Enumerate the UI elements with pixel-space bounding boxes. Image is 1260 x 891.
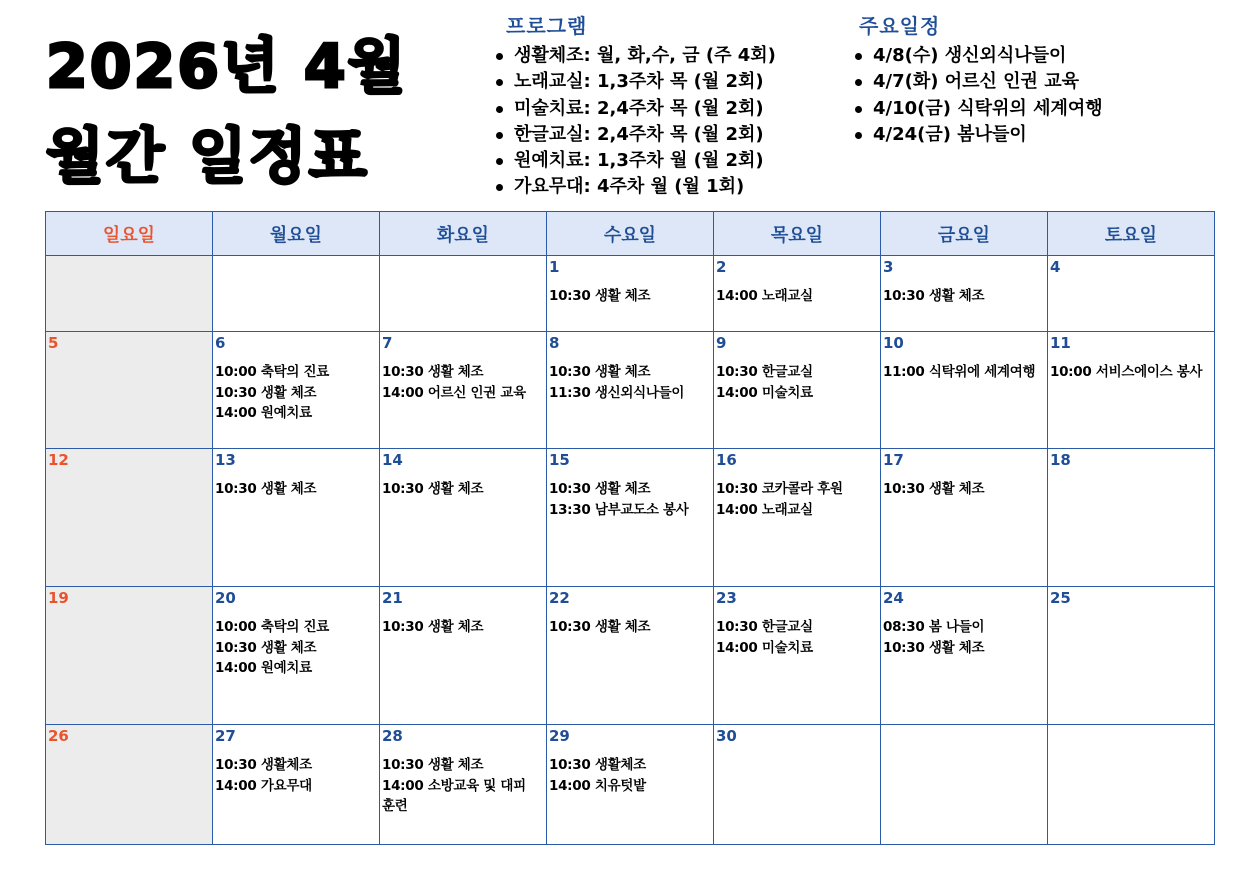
day-events: 10:00 축탁의 진료 10:30 생활 체조 14:00 원예치료 <box>215 619 329 676</box>
calendar-day-cell <box>46 449 213 587</box>
day-number <box>46 256 212 276</box>
day-events: 10:30 생활 체조 <box>549 288 651 304</box>
calendar-day-cell <box>1048 449 1215 587</box>
program-list <box>494 10 776 201</box>
day-events: 10:00 축탁의 진료 10:30 생활 체조 14:00 원예치료 <box>215 364 329 421</box>
key-schedule-item: 4/10(금) 식탁위의 세계여행 <box>853 96 1103 122</box>
day-number: 30 <box>716 727 737 745</box>
day-number: 19 <box>48 589 69 607</box>
day-events: 14:00 노래교실 <box>716 288 813 304</box>
day-number <box>1048 725 1214 745</box>
day-events: 10:30 생활 체조 <box>883 481 985 497</box>
day-number: 8 <box>549 334 560 352</box>
key-schedule-list <box>853 10 1103 148</box>
calendar-week-row <box>46 256 1215 332</box>
page-title <box>46 22 466 202</box>
calendar-day-cell <box>547 587 714 725</box>
day-events: 10:30 생활 체조 13:30 남부교도소 봉사 <box>549 481 689 518</box>
calendar-day-cell <box>380 256 547 332</box>
weekday-wednesday: 수요일 <box>547 212 714 256</box>
calendar-day-cell <box>881 332 1048 449</box>
calendar-week-row <box>46 725 1215 845</box>
calendar-day-cell <box>46 256 213 332</box>
day-number: 9 <box>716 334 727 352</box>
day-number: 27 <box>215 727 236 745</box>
day-events: 10:30 생활 체조 <box>382 481 484 497</box>
weekday-sunday: 일요일 <box>46 212 213 256</box>
calendar-week-row <box>46 587 1215 725</box>
calendar-day-cell <box>547 332 714 449</box>
program-item: 원예치료: 1,3주차 월 (월 2회) <box>494 148 776 174</box>
weekday-monday: 월요일 <box>213 212 380 256</box>
day-number <box>213 256 379 276</box>
day-events <box>1048 469 1214 479</box>
day-events <box>380 276 546 286</box>
weekday-tuesday: 화요일 <box>380 212 547 256</box>
day-number: 28 <box>382 727 403 745</box>
day-events <box>1048 745 1214 755</box>
day-events <box>46 607 212 617</box>
day-events: 10:30 생활 체조 <box>883 288 985 304</box>
weekday-header-row <box>46 212 1215 256</box>
day-number: 17 <box>883 451 904 469</box>
day-events: 10:30 한글교실 14:00 미술치료 <box>716 364 813 401</box>
day-number: 15 <box>549 451 570 469</box>
program-item: 가요무대: 4주차 월 (월 1회) <box>494 174 776 200</box>
day-events: 10:30 생활 체조 14:00 소방교육 및 대피 훈련 <box>382 757 526 814</box>
calendar-day-cell <box>714 449 881 587</box>
weekday-thursday: 목요일 <box>714 212 881 256</box>
day-number: 1 <box>549 258 560 276</box>
day-events: 10:30 생활체조 14:00 가요무대 <box>215 757 312 794</box>
day-events <box>46 469 212 479</box>
title-line-1: 2026년 4월 <box>46 32 408 102</box>
day-number: 23 <box>716 589 737 607</box>
calendar-day-cell <box>380 587 547 725</box>
day-events <box>714 745 880 755</box>
program-heading: 프로그램 <box>506 14 588 38</box>
calendar-day-cell <box>714 725 881 845</box>
day-events <box>46 276 212 286</box>
day-number: 11 <box>1050 334 1071 352</box>
day-number: 14 <box>382 451 403 469</box>
day-number: 20 <box>215 589 236 607</box>
calendar-day-cell <box>213 449 380 587</box>
calendar-day-cell <box>714 587 881 725</box>
key-schedule-heading: 주요일정 <box>859 14 941 38</box>
day-events: 10:30 생활 체조 <box>549 619 651 635</box>
key-schedule-item: 4/7(화) 어르신 인권 교육 <box>853 69 1103 95</box>
weekday-friday: 금요일 <box>881 212 1048 256</box>
calendar-day-cell <box>380 725 547 845</box>
calendar-day-cell <box>213 332 380 449</box>
day-events <box>46 745 212 755</box>
calendar-day-cell <box>714 332 881 449</box>
day-events: 11:00 식탁위에 세계여행 <box>883 364 1036 380</box>
day-events: 08:30 봄 나들이 10:30 생활 체조 <box>883 619 985 656</box>
calendar-day-cell <box>881 256 1048 332</box>
day-events: 10:30 생활 체조 <box>382 619 484 635</box>
calendar-day-cell <box>213 725 380 845</box>
day-number: 6 <box>215 334 226 352</box>
calendar-day-cell <box>213 256 380 332</box>
calendar-day-cell <box>46 587 213 725</box>
day-events: 10:30 생활체조 14:00 치유텃밭 <box>549 757 646 794</box>
day-number: 2 <box>716 258 727 276</box>
day-number: 21 <box>382 589 403 607</box>
day-events: 10:00 서비스에이스 봉사 <box>1050 364 1203 380</box>
day-number: 3 <box>883 258 894 276</box>
day-number: 7 <box>382 334 393 352</box>
program-item: 한글교실: 2,4주차 목 (월 2회) <box>494 122 776 148</box>
day-events: 10:30 한글교실 14:00 미술치료 <box>716 619 813 656</box>
program-item: 미술치료: 2,4주차 목 (월 2회) <box>494 96 776 122</box>
day-events <box>881 745 1047 755</box>
calendar-week-row <box>46 332 1215 449</box>
day-number <box>881 725 1047 745</box>
day-events <box>1048 276 1214 286</box>
program-item: 생활체조: 월, 화,수, 금 (주 4회) <box>494 43 776 69</box>
day-number: 18 <box>1050 451 1071 469</box>
day-number: 10 <box>883 334 904 352</box>
day-number: 12 <box>48 451 69 469</box>
day-number: 4 <box>1050 258 1061 276</box>
day-events: 10:30 생활 체조 11:30 생신외식나들이 <box>549 364 685 401</box>
day-number: 16 <box>716 451 737 469</box>
calendar-day-cell <box>1048 587 1215 725</box>
calendar-day-cell <box>881 725 1048 845</box>
calendar-day-cell <box>1048 256 1215 332</box>
calendar-day-cell <box>380 449 547 587</box>
day-events: 10:30 생활 체조 <box>215 481 317 497</box>
calendar-day-cell <box>714 256 881 332</box>
day-events <box>213 276 379 286</box>
key-schedule-item: 4/24(금) 봄나들이 <box>853 122 1103 148</box>
calendar-day-cell <box>547 256 714 332</box>
calendar-week-row <box>46 449 1215 587</box>
day-number <box>380 256 546 276</box>
program-item: 노래교실: 1,3주차 목 (월 2회) <box>494 69 776 95</box>
day-events <box>46 352 212 362</box>
weekday-saturday: 토요일 <box>1048 212 1215 256</box>
day-number: 25 <box>1050 589 1071 607</box>
calendar-day-cell <box>46 332 213 449</box>
day-number: 29 <box>549 727 570 745</box>
calendar-day-cell <box>213 587 380 725</box>
calendar-day-cell <box>46 725 213 845</box>
calendar-day-cell <box>881 449 1048 587</box>
calendar-day-cell <box>881 587 1048 725</box>
day-number: 5 <box>48 334 59 352</box>
day-number: 22 <box>549 589 570 607</box>
day-number: 26 <box>48 727 69 745</box>
calendar-day-cell <box>1048 332 1215 449</box>
day-events: 10:30 코카콜라 후원 14:00 노래교실 <box>716 481 843 518</box>
calendar-day-cell <box>380 332 547 449</box>
day-events <box>1048 607 1214 617</box>
key-schedule-item: 4/8(수) 생신외식나들이 <box>853 43 1103 69</box>
calendar-day-cell <box>547 449 714 587</box>
day-number: 13 <box>215 451 236 469</box>
day-number: 24 <box>883 589 904 607</box>
title-line-2: 월간 일정표 <box>46 122 369 192</box>
calendar-day-cell <box>1048 725 1215 845</box>
calendar-day-cell <box>547 725 714 845</box>
calendar-grid <box>45 211 1215 845</box>
day-events: 10:30 생활 체조 14:00 어르신 인권 교육 <box>382 364 526 401</box>
